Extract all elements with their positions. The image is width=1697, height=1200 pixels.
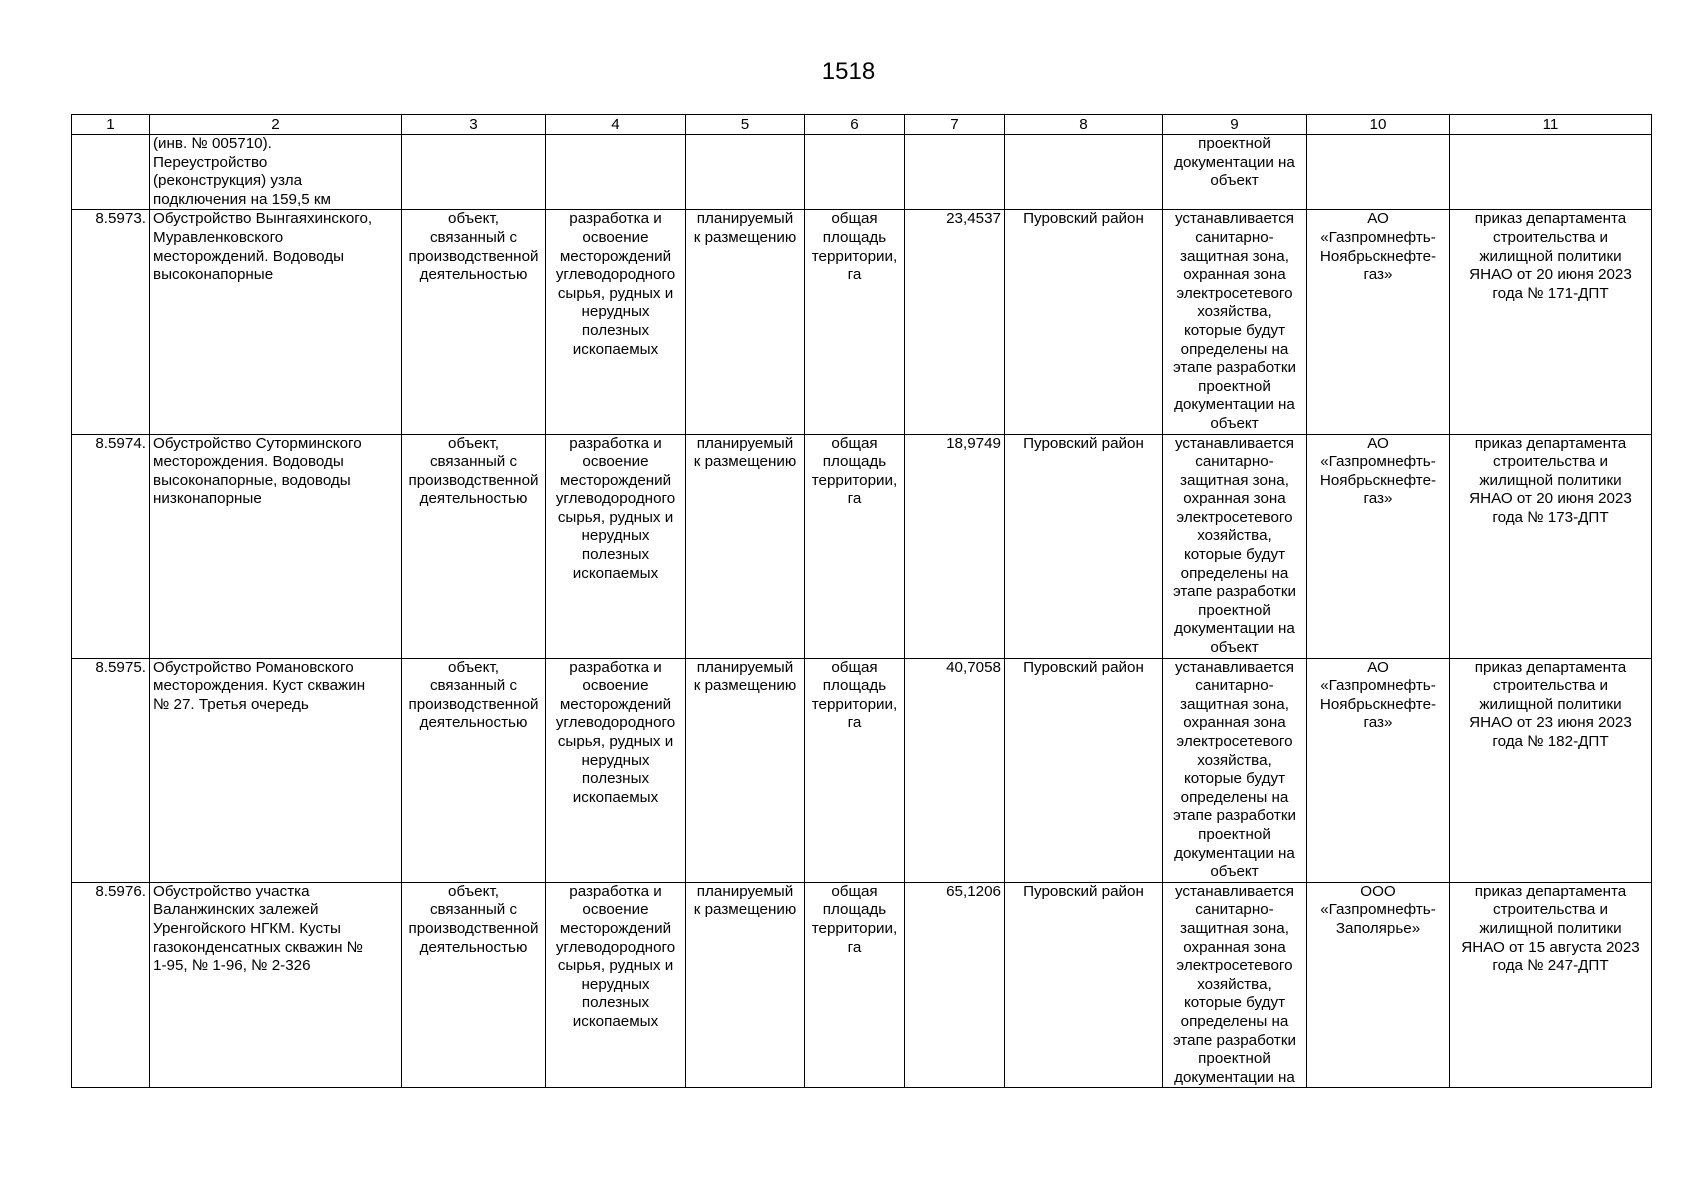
- continuation-row: [72, 135, 1652, 210]
- cell-purpose: [546, 135, 686, 210]
- cell-characteristic: общая площадь территории, га: [805, 658, 905, 882]
- table-row: [72, 882, 1652, 1088]
- cell-location: Пуровский район: [1005, 210, 1163, 434]
- cell-zones: устанавливается санитарно- защитная зона, охранная зона электросетевого хозяйства, которые будут определены на этапе разработки проектной документации на объект: [1163, 434, 1307, 658]
- cell-value: 23,4537: [905, 210, 1005, 434]
- cell-document: приказ департамента строительства и жилищной политики ЯНАО от 20 июня 2023 года № 171-ДПТ: [1450, 210, 1652, 434]
- objects-table: [71, 114, 1652, 1088]
- cell-num: 8.5976.: [72, 882, 150, 1088]
- column-header: 8: [1005, 115, 1163, 135]
- cell-location: Пуровский район: [1005, 434, 1163, 658]
- column-header: 9: [1163, 115, 1307, 135]
- cell-location: Пуровский район: [1005, 658, 1163, 882]
- cell-owner: АО «Газпромнефть- Ноябрьскнефте- газ»: [1307, 658, 1450, 882]
- cell-status: планируемый к размещению: [686, 658, 805, 882]
- cell-name: Обустройство Романовского месторождения. Куст скважин № 27. Третья очередь: [150, 658, 402, 882]
- table-row: [72, 658, 1652, 882]
- cell-name: (инв. № 005710). Переустройство (реконструкция) узла подключения на 159,5 км: [150, 135, 402, 210]
- cell-owner: [1307, 135, 1450, 210]
- cell-purpose: разработка и освоение месторождений углеводородного сырья, рудных и нерудных полезных ископаемых: [546, 210, 686, 434]
- cell-type: объект, связанный с производственной деятельностью: [402, 658, 546, 882]
- table-row: [72, 434, 1652, 658]
- cell-purpose: разработка и освоение месторождений углеводородного сырья, рудных и нерудных полезных ископаемых: [546, 658, 686, 882]
- cell-characteristic: общая площадь территории, га: [805, 210, 905, 434]
- column-header: 4: [546, 115, 686, 135]
- cell-name: Обустройство Вынгаяхинского, Муравленковского месторождений. Водоводы высоконапорные: [150, 210, 402, 434]
- cell-characteristic: общая площадь территории, га: [805, 882, 905, 1088]
- cell-zones: устанавливается санитарно- защитная зона, охранная зона электросетевого хозяйства, которые будут определены на этапе разработки проектной документации на объект: [1163, 210, 1307, 434]
- cell-location: Пуровский район: [1005, 882, 1163, 1088]
- cell-owner: ООО «Газпромнефть- Заполярье»: [1307, 882, 1450, 1088]
- column-header: 6: [805, 115, 905, 135]
- cell-num: 8.5975.: [72, 658, 150, 882]
- cell-owner: АО «Газпромнефть- Ноябрьскнефте- газ»: [1307, 210, 1450, 434]
- cell-status: планируемый к размещению: [686, 434, 805, 658]
- column-number-row: [72, 115, 1652, 135]
- page-number: 1518: [821, 58, 876, 85]
- cell-value: 40,7058: [905, 658, 1005, 882]
- cell-characteristic: общая площадь территории, га: [805, 434, 905, 658]
- column-header: 7: [905, 115, 1005, 135]
- table-row: [72, 210, 1652, 434]
- cell-num: 8.5973.: [72, 210, 150, 434]
- cell-status: планируемый к размещению: [686, 210, 805, 434]
- cell-owner: АО «Газпромнефть- Ноябрьскнефте- газ»: [1307, 434, 1450, 658]
- cell-type: [402, 135, 546, 210]
- cell-zones: устанавливается санитарно- защитная зона, охранная зона электросетевого хозяйства, которые будут определены на этапе разработки проектной документации на объект: [1163, 658, 1307, 882]
- column-header: 1: [72, 115, 150, 135]
- cell-document: приказ департамента строительства и жилищной политики ЯНАО от 20 июня 2023 года № 173-ДПТ: [1450, 434, 1652, 658]
- cell-zones: проектной документации на объект: [1163, 135, 1307, 210]
- cell-value: 65,1206: [905, 882, 1005, 1088]
- column-header: 10: [1307, 115, 1450, 135]
- cell-name: Обустройство участка Валанжинских залежей Уренгойского НГКМ. Кусты газоконденсатных скважин № 1-95, № 1-96, № 2-326: [150, 882, 402, 1088]
- cell-purpose: разработка и освоение месторождений углеводородного сырья, рудных и нерудных полезных ископаемых: [546, 882, 686, 1088]
- cell-num: 8.5974.: [72, 434, 150, 658]
- cell-name: Обустройство Суторминского месторождения. Водоводы высоконапорные, водоводы низконапорные: [150, 434, 402, 658]
- cell-type: объект, связанный с производственной деятельностью: [402, 434, 546, 658]
- column-header: 3: [402, 115, 546, 135]
- cell-document: приказ департамента строительства и жилищной политики ЯНАО от 23 июня 2023 года № 182-ДПТ: [1450, 658, 1652, 882]
- cell-type: объект, связанный с производственной деятельностью: [402, 210, 546, 434]
- column-header: 5: [686, 115, 805, 135]
- cell-document: [1450, 135, 1652, 210]
- cell-document: приказ департамента строительства и жилищной политики ЯНАО от 15 августа 2023 года № 247-ДПТ: [1450, 882, 1652, 1088]
- column-header: 11: [1450, 115, 1652, 135]
- cell-type: объект, связанный с производственной деятельностью: [402, 882, 546, 1088]
- cell-status: планируемый к размещению: [686, 882, 805, 1088]
- cell-characteristic: [805, 135, 905, 210]
- cell-zones: устанавливается санитарно- защитная зона, охранная зона электросетевого хозяйства, которые будут определены на этапе разработки проектной документации на: [1163, 882, 1307, 1088]
- cell-value: [905, 135, 1005, 210]
- cell-status: [686, 135, 805, 210]
- cell-num: [72, 135, 150, 210]
- cell-purpose: разработка и освоение месторождений углеводородного сырья, рудных и нерудных полезных ископаемых: [546, 434, 686, 658]
- cell-value: 18,9749: [905, 434, 1005, 658]
- column-header: 2: [150, 115, 402, 135]
- cell-location: [1005, 135, 1163, 210]
